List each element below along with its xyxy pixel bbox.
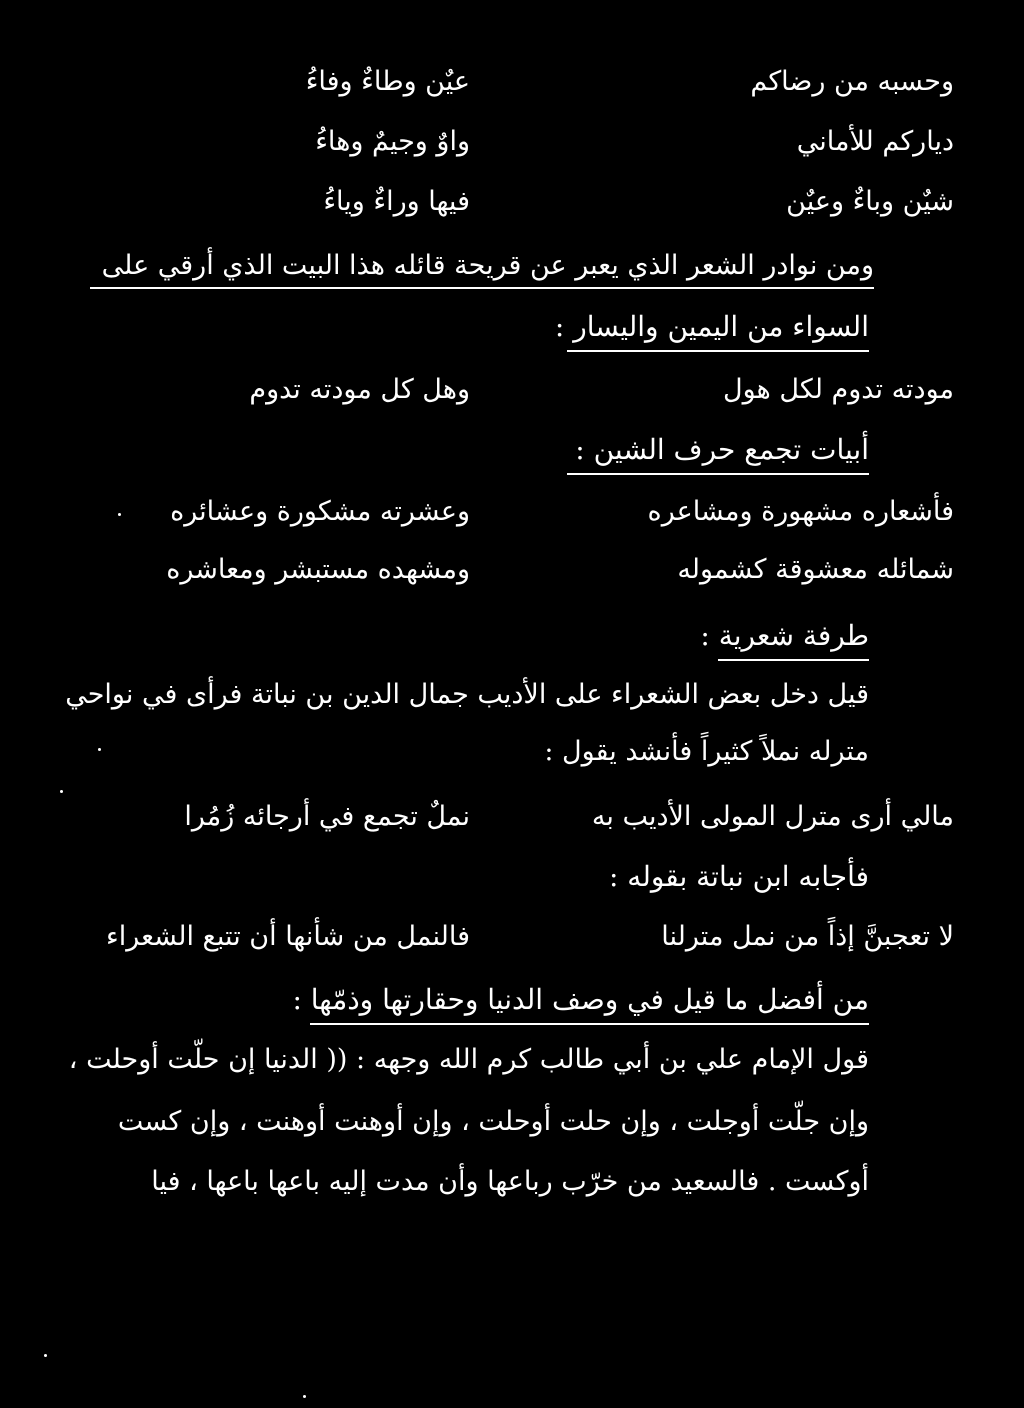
section-heading: أبيات تجمع حرف الشين :	[575, 433, 869, 466]
poem-couplet	[60, 490, 954, 534]
verse-second-hemistich: وهل كل مودته تدوم	[249, 374, 470, 405]
stray-mark	[44, 1354, 47, 1357]
verse-first-hemistich: فأشعاره مشهورة ومشاعره	[647, 496, 954, 527]
underline-rule	[567, 473, 869, 475]
verse-second-hemistich: واوٌ وجيمٌ وهاءُ	[315, 126, 470, 157]
underline-rule	[90, 287, 874, 289]
verse-second-hemistich: فالنمل من شأنها أن تتبع الشعراء	[106, 921, 470, 952]
verse-first-hemistich: مالي أرى مترل المولى الأديب به	[591, 801, 954, 832]
verse-second-hemistich: وعشرته مشكورة وعشائره	[170, 496, 470, 527]
section-heading: طرفة شعرية :	[700, 619, 869, 652]
anecdote-line: مترله نملاً كثيراً فأنشد يقول :	[544, 736, 869, 767]
verse-first-hemistich: لا تعجبنَّ إذاً من نمل مترلنا	[661, 921, 954, 952]
quote-line: أوكست . فالسعيد من خرّب رباعها وأن مدت إليه باعها باعها ، فيا	[151, 1166, 869, 1197]
quote-line: وإن جلّت أوجلت ، وإن حلت أوحلت ، وإن أوهنت أوهنت ، وإن كست	[117, 1106, 869, 1137]
poem-couplet	[60, 915, 954, 959]
poem-couplet	[60, 548, 954, 592]
underline-rule	[718, 659, 869, 661]
poem-couplet	[60, 180, 954, 224]
intro-paragraph: ومن نوادر الشعر الذي يعبر عن قريحة قائله هذا البيت الذي أرقي على	[101, 250, 874, 281]
stray-mark	[60, 790, 63, 793]
poem-couplet	[60, 60, 954, 104]
quote-line: قول الإمام علي بن أبي طالب كرم الله وجهه : (( الدنيا إن حلّت أوحلت ،	[68, 1044, 869, 1075]
verse-first-hemistich: وحسبه من رضاكم	[750, 66, 954, 97]
poem-couplet	[60, 795, 954, 839]
stray-mark	[118, 513, 121, 516]
verse-first-hemistich: ديارکم للأماني	[796, 126, 954, 157]
verse-first-hemistich: شمائله معشوقة كشموله	[677, 554, 954, 585]
poem-couplet	[60, 120, 954, 164]
verse-second-hemistich: نملٌ تجمع في أرجائه زُمُرا	[184, 801, 470, 832]
section-heading: فأجابه ابن نباتة بقوله :	[608, 860, 869, 893]
underline-rule	[310, 1023, 869, 1025]
verse-first-hemistich: مودته تدوم لكل هول	[722, 374, 954, 405]
stray-mark	[98, 748, 101, 751]
verse-second-hemistich: عيٌن وطاءٌ وفاءُ	[305, 66, 470, 97]
stray-mark	[303, 1395, 306, 1398]
palindrome-verse	[60, 368, 954, 412]
section-heading: من أفضل ما قيل في وصف الدنيا وحقارتها وذمّها :	[292, 983, 869, 1016]
verse-first-hemistich: شيٌن وباءٌ وعيٌن	[786, 186, 954, 217]
section-heading: السواء من اليمين واليسار :	[554, 310, 869, 343]
verse-second-hemistich: ومشهده مستبشر ومعاشره	[166, 554, 470, 585]
underline-rule	[567, 350, 869, 352]
verse-second-hemistich: فيها وراءٌ وياءُ	[323, 186, 470, 217]
anecdote-line: قيل دخل بعض الشعراء على الأديب جمال الدين بن نباتة فرأى في نواحي	[65, 679, 869, 710]
